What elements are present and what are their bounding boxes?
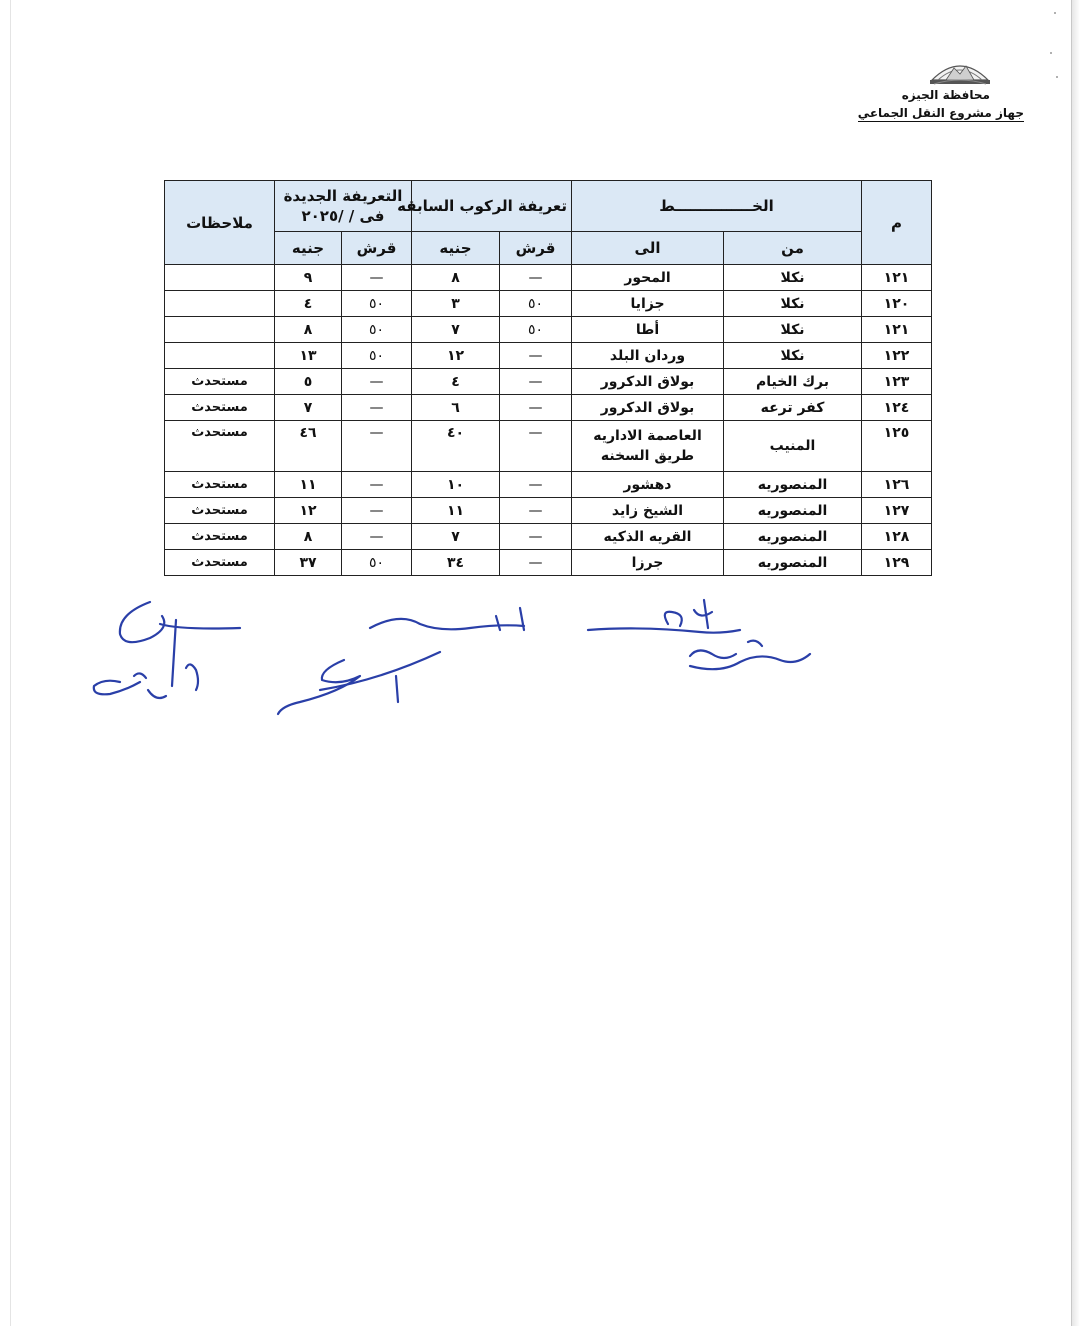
table-row (165, 524, 932, 550)
new-piasters: ٥٠ (342, 550, 412, 576)
new-piasters: — (342, 265, 412, 291)
new-piasters: — (342, 524, 412, 550)
prev-piasters: ٥٠ (500, 291, 572, 317)
new-pounds: ٤ (275, 291, 342, 317)
col-from-header: من (724, 232, 862, 265)
route-from: المنيب (724, 421, 862, 472)
prev-pounds: ١٠ (412, 472, 500, 498)
signature-center (278, 608, 524, 714)
col-new-fare-header (275, 181, 412, 232)
table-row (165, 421, 932, 472)
governorate-logo-icon (928, 50, 992, 86)
new-piasters: ٥٠ (342, 291, 412, 317)
prev-pounds: ٧ (412, 524, 500, 550)
table-row (165, 395, 932, 421)
col-index-header: م (862, 181, 932, 265)
col-new-pounds-header: جنيه (275, 232, 342, 265)
route-from: نكلا (724, 265, 862, 291)
row-number: ١٢٨ (862, 524, 932, 550)
col-notes-header: ملاحظات (165, 181, 275, 265)
note: مستحدث (165, 550, 275, 576)
route-to: القريه الذكيه (572, 524, 724, 550)
new-pounds: ٥ (275, 369, 342, 395)
prev-piasters: ٥٠ (500, 317, 572, 343)
new-fare-label: التعريفة الجديدة (283, 187, 403, 205)
prev-piasters: — (500, 343, 572, 369)
note (165, 317, 275, 343)
new-pounds: ٤٦ (275, 421, 342, 472)
new-pounds: ١١ (275, 472, 342, 498)
new-piasters: ٥٠ (342, 317, 412, 343)
signature-right (588, 600, 810, 669)
prev-piasters: — (500, 265, 572, 291)
header-row-sub (165, 232, 932, 265)
route-to: جرزا (572, 550, 724, 576)
route-from: المنصوريه (724, 472, 862, 498)
note (165, 291, 275, 317)
note: مستحدث (165, 421, 275, 472)
table-row (165, 369, 932, 395)
route-to-line2: طريق السخنه (600, 448, 695, 464)
header-row-top (165, 181, 932, 232)
route-from: المنصوريه (724, 550, 862, 576)
row-number: ١٢٥ (862, 421, 932, 472)
route-to: دهشور (572, 472, 724, 498)
prev-piasters: — (500, 472, 572, 498)
route-to (572, 421, 724, 472)
row-number: ١٢٦ (862, 472, 932, 498)
row-number: ١٢٩ (862, 550, 932, 576)
route-to: بولاق الدكرور (572, 369, 724, 395)
new-pounds: ٧ (275, 395, 342, 421)
col-prev-piasters-header: قرش (500, 232, 572, 265)
col-route-header: الخـــــــــــــــط (572, 181, 862, 232)
prev-piasters: — (500, 524, 572, 550)
row-number: ١٢١ (862, 265, 932, 291)
prev-pounds: ٣ (412, 291, 500, 317)
prev-piasters: — (500, 421, 572, 472)
prev-pounds: ١١ (412, 498, 500, 524)
prev-piasters: — (500, 498, 572, 524)
prev-piasters: — (500, 550, 572, 576)
new-pounds: ٨ (275, 524, 342, 550)
new-piasters: — (342, 498, 412, 524)
new-pounds: ٨ (275, 317, 342, 343)
governorate-name: محافظة الجيزه (901, 88, 990, 102)
route-to-line1: العاصمة الاداريه (593, 428, 702, 444)
row-number: ١٢١ (862, 317, 932, 343)
signatures-area (0, 590, 1080, 730)
department-name: جهاز مشروع النقل الجماعي (857, 106, 1024, 120)
prev-pounds: ٤٠ (412, 421, 500, 472)
table-row (165, 343, 932, 369)
prev-pounds: ٣٤ (412, 550, 500, 576)
signature-left (94, 602, 240, 698)
new-pounds: ٣٧ (275, 550, 342, 576)
new-piasters: — (342, 472, 412, 498)
note: مستحدث (165, 498, 275, 524)
route-from: نكلا (724, 317, 862, 343)
prev-pounds: ١٢ (412, 343, 500, 369)
row-number: ١٢٢ (862, 343, 932, 369)
route-to: أطا (572, 317, 724, 343)
route-to: الشيخ زايد (572, 498, 724, 524)
table-row (165, 265, 932, 291)
prev-pounds: ٦ (412, 395, 500, 421)
new-pounds: ١٣ (275, 343, 342, 369)
route-to: جزايا (572, 291, 724, 317)
row-number: ١٢٤ (862, 395, 932, 421)
prev-piasters: — (500, 395, 572, 421)
route-from: كفر ترعه (724, 395, 862, 421)
table-row (165, 550, 932, 576)
table-row (165, 317, 932, 343)
note: مستحدث (165, 524, 275, 550)
previous-fare-label: تعريفة الركوب السابقه (397, 197, 567, 215)
col-new-piasters-header: قرش (342, 232, 412, 265)
new-pounds: ٩ (275, 265, 342, 291)
prev-pounds: ٨ (412, 265, 500, 291)
new-fare-date: فى / /٢٠٢٥ (301, 207, 385, 225)
new-piasters: — (342, 395, 412, 421)
route-from: نكلا (724, 343, 862, 369)
row-number: ١٢٣ (862, 369, 932, 395)
new-piasters: ٥٠ (342, 343, 412, 369)
route-from: نكلا (724, 291, 862, 317)
prev-piasters: — (500, 369, 572, 395)
route-from: المنصوريه (724, 524, 862, 550)
fare-table (164, 180, 932, 576)
new-piasters: — (342, 421, 412, 472)
route-to: وردان البلد (572, 343, 724, 369)
route-to: المحور (572, 265, 724, 291)
new-piasters: — (342, 369, 412, 395)
table-row (165, 498, 932, 524)
note (165, 265, 275, 291)
note: مستحدث (165, 395, 275, 421)
note: مستحدث (165, 369, 275, 395)
col-to-header: الى (572, 232, 724, 265)
row-number: ١٢٠ (862, 291, 932, 317)
col-previous-fare-header (397, 181, 572, 232)
note (165, 343, 275, 369)
table-row (165, 291, 932, 317)
prev-pounds: ٤ (412, 369, 500, 395)
route-to: بولاق الدكرور (572, 395, 724, 421)
col-prev-pounds-header: جنيه (412, 232, 500, 265)
note: مستحدث (165, 472, 275, 498)
prev-pounds: ٧ (412, 317, 500, 343)
row-number: ١٢٧ (862, 498, 932, 524)
route-from: المنصوريه (724, 498, 862, 524)
table-row (165, 472, 932, 498)
route-from: برك الخيام (724, 369, 862, 395)
new-pounds: ١٢ (275, 498, 342, 524)
